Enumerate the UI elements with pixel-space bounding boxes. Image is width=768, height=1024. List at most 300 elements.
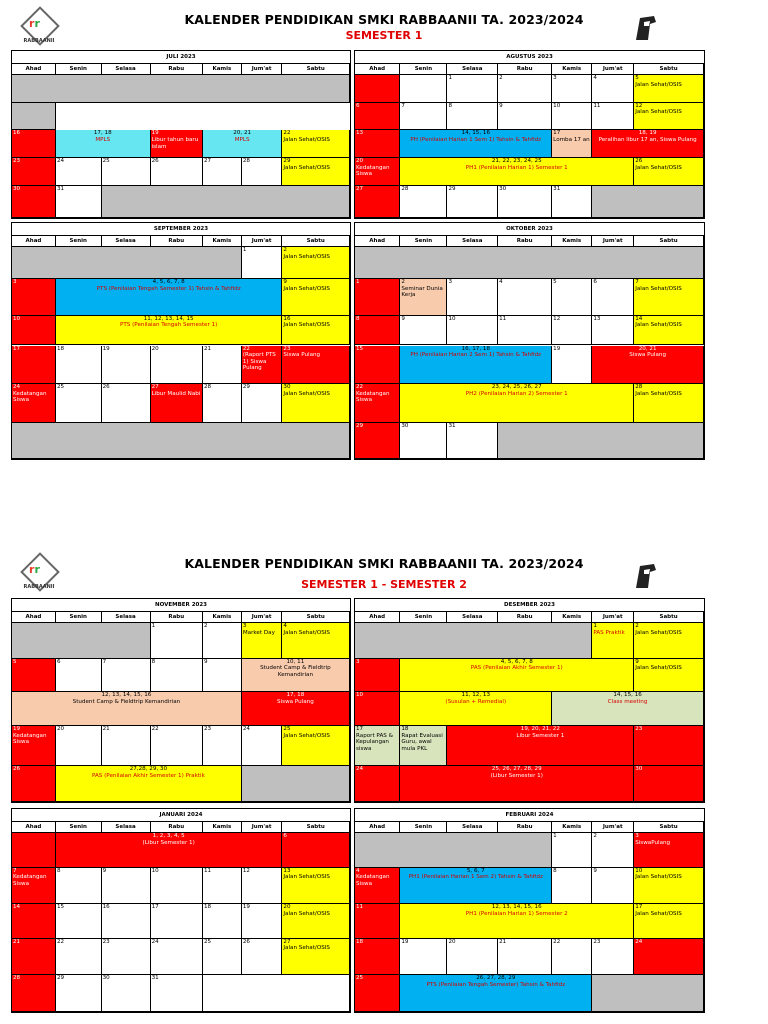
day-cell xyxy=(355,423,400,459)
event-label: Rapat Evaluasi Guru, awal mula PKL xyxy=(401,732,443,752)
day-cell xyxy=(12,659,56,693)
day-header: Selasa xyxy=(447,611,498,623)
day-number: 21 xyxy=(499,938,507,945)
day-cell xyxy=(151,904,203,939)
day-header: Senin xyxy=(400,821,447,833)
day-cell xyxy=(151,975,203,1012)
day-number: 13 xyxy=(283,867,291,874)
day-number: 29 xyxy=(356,422,364,429)
day-number: 15 xyxy=(56,904,65,911)
event-label: MPLS xyxy=(95,137,111,144)
day-header: Kamis xyxy=(203,63,242,75)
day-cell xyxy=(242,623,283,659)
day-number: 13 xyxy=(356,130,364,137)
day-number: 6 xyxy=(283,833,287,839)
day-cell xyxy=(12,692,242,726)
event-label: Siswa Pulang xyxy=(629,352,666,359)
day-header: Rabu xyxy=(151,63,203,75)
day-number: 19 xyxy=(242,904,250,911)
day-cell xyxy=(56,316,282,346)
event-label: (Libur Semester 1) xyxy=(490,772,543,779)
day-number: 22 xyxy=(283,130,291,137)
event-label: PH1 (Penilaian Harian 1) Semester 1 xyxy=(465,164,568,171)
day-number: 12 xyxy=(242,867,250,874)
day-number: 5 xyxy=(553,279,557,286)
day-cell xyxy=(592,279,634,315)
day-number: 17 xyxy=(635,904,643,911)
day-number: 9 xyxy=(203,658,208,665)
day-number: 4, 5, 6, 7, 8 xyxy=(152,279,185,286)
empty-cell xyxy=(355,75,400,103)
day-cell xyxy=(282,279,350,315)
emblem-icon xyxy=(630,14,660,44)
day-cell xyxy=(56,904,102,939)
day-cell xyxy=(552,692,704,726)
day-cell xyxy=(552,868,592,905)
event-label: (Libur Semester 1) xyxy=(142,839,195,846)
day-cell xyxy=(447,939,498,976)
day-header: Sabtu xyxy=(634,235,704,247)
day-number: 18, 19 xyxy=(638,130,657,137)
day-number: 1 xyxy=(448,75,453,81)
day-number: 1 xyxy=(553,833,557,839)
empty-cell xyxy=(102,186,350,218)
day-number: 10 xyxy=(13,315,21,322)
event-label: MPLS xyxy=(234,137,250,144)
day-header: Jum'at xyxy=(242,63,283,75)
day-number: 18 xyxy=(203,904,212,911)
event-label: PH (Penilaian Harian 1 Sem 1) Tahsin & Tahfidz xyxy=(410,137,542,144)
day-number: 11 xyxy=(356,904,364,911)
day-cell xyxy=(498,316,552,346)
day-number: 31 xyxy=(151,975,159,982)
day-cell xyxy=(151,939,203,976)
day-header: Selasa xyxy=(447,821,498,833)
day-cell xyxy=(282,346,350,385)
day-cell xyxy=(56,833,282,868)
day-cell xyxy=(102,659,151,693)
day-cell xyxy=(400,103,447,131)
day-number: 17, 18 xyxy=(93,130,112,137)
day-cell xyxy=(400,186,447,218)
day-header: Kamis xyxy=(552,611,592,623)
event-label: PH1 (Penilaian Harian 1 Sem 2) Tahsin & Tahfidz xyxy=(408,874,543,881)
event-label: Jalan Sehat/OSIS xyxy=(635,81,682,88)
day-number: 27,28, 29, 30 xyxy=(129,766,168,773)
day-number: 11 xyxy=(203,867,212,874)
day-header: Ahad xyxy=(355,235,400,247)
day-header: Senin xyxy=(56,235,102,247)
day-cell xyxy=(242,247,283,279)
day-cell xyxy=(203,904,242,939)
day-number: 22 xyxy=(356,384,364,391)
day-cell xyxy=(282,833,350,868)
day-cell xyxy=(242,346,283,385)
day-number: 16 xyxy=(102,904,110,911)
day-cell xyxy=(447,103,498,131)
day-cell xyxy=(552,346,592,385)
day-cell xyxy=(203,130,282,158)
day-cell xyxy=(242,158,283,186)
day-number: 2 xyxy=(593,833,597,839)
day-cell xyxy=(634,904,704,939)
day-cell xyxy=(355,346,400,385)
day-cell xyxy=(355,158,400,186)
day-number: 29 xyxy=(56,975,65,982)
event-label: Student Camp & Fieldtrip Kemandirian xyxy=(72,699,181,706)
empty-cell xyxy=(355,833,552,868)
day-number: 25 xyxy=(283,726,291,733)
day-header: Senin xyxy=(56,63,102,75)
event-label: Kedatangan Siswa xyxy=(356,164,390,178)
day-cell xyxy=(552,130,592,158)
month-title: JANUARI 2024 xyxy=(12,809,350,822)
day-cell xyxy=(355,726,400,766)
day-number: 19 xyxy=(13,726,21,733)
day-number: 24 xyxy=(56,158,65,165)
school-logo: rr RABBAANII xyxy=(12,556,66,592)
day-header: Rabu xyxy=(498,63,552,75)
day-cell xyxy=(12,939,56,976)
month-calendar xyxy=(11,598,351,803)
day-number: 10 xyxy=(151,867,159,874)
day-cell xyxy=(592,833,634,868)
day-number: 28 xyxy=(13,975,21,982)
day-cell xyxy=(12,158,56,186)
day-header: Selasa xyxy=(447,63,498,75)
day-cell xyxy=(242,692,350,726)
day-number: 6 xyxy=(56,658,61,665)
day-cell xyxy=(400,384,634,423)
day-number: 5, 6, 7 xyxy=(466,867,485,874)
day-number: 24 xyxy=(151,938,159,945)
day-cell xyxy=(203,726,242,766)
day-number: 23, 24, 25, 26, 27 xyxy=(491,384,542,391)
day-header: Senin xyxy=(56,611,102,623)
event-label: Jalan Sehat/OSIS xyxy=(635,665,682,672)
event-label: Siswa Pulang xyxy=(283,352,321,359)
day-cell xyxy=(634,868,704,905)
day-header: Sabtu xyxy=(634,821,704,833)
day-number: 4 xyxy=(499,279,503,286)
day-number: 31 xyxy=(553,185,561,192)
day-number: 17 xyxy=(151,904,159,911)
day-number: 1 xyxy=(242,247,247,253)
day-number: 26 xyxy=(242,938,250,945)
day-cell xyxy=(151,158,203,186)
day-cell xyxy=(282,623,350,659)
day-number: 30 xyxy=(283,384,291,391)
day-cell xyxy=(634,316,704,346)
day-number: 12 xyxy=(635,102,643,109)
day-number: 16 xyxy=(13,130,21,137)
day-cell xyxy=(151,726,203,766)
day-number: 14 xyxy=(635,315,643,322)
day-number: 1 xyxy=(356,279,360,286)
day-cell xyxy=(102,975,151,1012)
day-number: 8 xyxy=(356,315,360,322)
empty-cell xyxy=(12,623,151,659)
day-header: Rabu xyxy=(151,821,203,833)
day-number: 30 xyxy=(13,185,21,192)
day-number: 11, 12, 13, 14, 15 xyxy=(143,315,194,322)
day-number: 17 xyxy=(356,726,364,733)
day-cell xyxy=(634,384,704,423)
day-header: Kamis xyxy=(203,235,242,247)
day-cell xyxy=(282,868,350,905)
day-header: Selasa xyxy=(447,235,498,247)
day-header: Ahad xyxy=(355,821,400,833)
day-number: 29 xyxy=(448,185,456,192)
day-number: 24 xyxy=(635,938,643,945)
day-number: 30 xyxy=(401,422,409,429)
day-cell xyxy=(203,868,242,905)
event-label: Jalan Sehat/OSIS xyxy=(635,109,682,116)
school-logo: rr RABBAANII xyxy=(12,10,66,46)
day-number: 25 xyxy=(56,384,65,391)
day-number: 19 xyxy=(151,130,159,137)
day-header: Selasa xyxy=(102,63,151,75)
day-cell xyxy=(634,833,704,868)
day-number: 26, 27, 28, 29 xyxy=(476,975,516,982)
day-cell xyxy=(203,939,242,976)
event-label: Peralihan libur 17 an, Siswa Pulang xyxy=(598,137,697,144)
month-title: JULI 2023 xyxy=(12,51,350,64)
day-header: Kamis xyxy=(552,235,592,247)
day-cell xyxy=(552,103,592,131)
day-number: 19 xyxy=(102,345,110,352)
day-cell xyxy=(203,659,242,693)
day-cell xyxy=(12,904,56,939)
event-label: Libur tahun baru islam xyxy=(151,137,199,150)
day-number: 9 xyxy=(635,658,639,665)
day-number: 27 xyxy=(356,185,364,192)
day-header: Selasa xyxy=(102,235,151,247)
day-number: 17 xyxy=(553,130,561,137)
day-number: 22 xyxy=(56,938,65,945)
event-label: Jalan Sehat/OSIS xyxy=(283,910,330,917)
month-title: OKTOBER 2023 xyxy=(355,223,704,236)
day-number: 21, 22, 23, 24, 25 xyxy=(491,158,542,165)
day-header: Sabtu xyxy=(282,235,350,247)
day-header: Jum'at xyxy=(592,611,634,623)
day-number: 21 xyxy=(13,938,21,945)
day-header: Kamis xyxy=(552,63,592,75)
day-header: Senin xyxy=(400,235,447,247)
day-cell xyxy=(592,75,634,103)
month-calendar xyxy=(354,222,705,460)
day-cell xyxy=(102,868,151,905)
empty-cell xyxy=(12,103,56,131)
day-number: 9 xyxy=(102,867,107,874)
day-number: 16 xyxy=(283,315,291,322)
event-label: Jalan Sehat/OSIS xyxy=(283,253,330,260)
day-number: 20, 21 xyxy=(638,345,657,352)
day-number: 2 xyxy=(499,75,503,81)
day-number: 21 xyxy=(203,345,212,352)
day-cell xyxy=(592,623,634,659)
day-number: 23 xyxy=(593,938,601,945)
event-label: PAS (Penilaian Akhir Semester 1) Praktik xyxy=(91,772,205,779)
day-cell xyxy=(102,939,151,976)
day-cell xyxy=(400,939,447,976)
day-number: 20 xyxy=(151,345,159,352)
day-cell xyxy=(634,103,704,131)
day-number: 23 xyxy=(102,938,110,945)
event-label: PH (Penilaian Harian 2 Sem 1) Tahsin & Tahfidz xyxy=(410,352,542,359)
day-number: 9 xyxy=(499,102,503,109)
day-number: 20 xyxy=(356,158,364,165)
day-number: 11, 12, 13 xyxy=(461,692,490,699)
empty-cell xyxy=(592,186,704,218)
day-cell xyxy=(56,975,102,1012)
event-label: SiswaPulang xyxy=(635,839,671,846)
day-number: 3 xyxy=(13,279,17,286)
day-number: 12 xyxy=(553,315,561,322)
day-cell xyxy=(242,939,283,976)
day-cell xyxy=(634,623,704,659)
event-label: Class meeting xyxy=(607,699,648,706)
day-cell xyxy=(498,279,552,315)
event-label: Jalan Sehat/OSIS xyxy=(283,874,330,881)
day-number: 16, 17, 18 xyxy=(461,345,490,352)
day-number: 30 xyxy=(102,975,110,982)
day-number: 12, 13, 14, 15, 16 xyxy=(101,692,152,699)
day-cell xyxy=(12,346,56,385)
day-cell xyxy=(355,384,400,423)
day-cell xyxy=(634,279,704,315)
day-number: 8 xyxy=(151,658,156,665)
day-header: Rabu xyxy=(498,235,552,247)
day-header: Ahad xyxy=(355,63,400,75)
day-number: 22 xyxy=(553,938,561,945)
day-number: 18 xyxy=(401,726,409,733)
day-number: 7 xyxy=(635,279,639,286)
event-label: Seminar Dunia Kerja xyxy=(401,285,443,299)
day-header: Jum'at xyxy=(592,821,634,833)
day-number: 7 xyxy=(401,102,405,109)
day-cell xyxy=(203,384,242,423)
day-cell xyxy=(552,186,592,218)
day-cell xyxy=(12,868,56,905)
day-cell xyxy=(355,692,400,726)
day-cell xyxy=(102,726,151,766)
day-header: Kamis xyxy=(203,611,242,623)
day-header: Sabtu xyxy=(634,63,704,75)
day-number: 26 xyxy=(151,158,159,165)
day-cell xyxy=(151,868,203,905)
day-number: 17 xyxy=(13,345,21,352)
day-cell xyxy=(498,186,552,218)
event-label: Kedatangan Siswa xyxy=(356,390,390,404)
day-cell xyxy=(400,659,634,693)
day-cell xyxy=(242,384,283,423)
logo-text: RABBAANII xyxy=(23,38,55,44)
day-number: 1 xyxy=(151,623,156,629)
day-cell xyxy=(56,346,102,385)
day-cell xyxy=(355,939,400,976)
day-cell xyxy=(447,279,498,315)
day-header: Ahad xyxy=(12,235,56,247)
day-cell xyxy=(355,186,400,218)
day-cell xyxy=(355,103,400,131)
day-cell xyxy=(447,316,498,346)
day-number: 20 xyxy=(283,904,291,911)
day-number: 7 xyxy=(13,867,17,874)
day-number: 15 xyxy=(356,345,364,352)
day-cell xyxy=(56,939,102,976)
day-cell xyxy=(592,103,634,131)
day-cell xyxy=(592,346,704,385)
day-number: 8 xyxy=(553,867,557,874)
day-header: Ahad xyxy=(12,63,56,75)
day-number: 4 xyxy=(356,867,360,874)
day-cell xyxy=(447,726,634,766)
event-label: Jalan Sehat/OSIS xyxy=(283,390,330,397)
day-number: 4 xyxy=(283,623,287,629)
month-calendar xyxy=(354,50,705,219)
day-header: Selasa xyxy=(102,821,151,833)
event-label: (Susulan + Remedial) xyxy=(445,699,507,706)
day-header: Kamis xyxy=(203,821,242,833)
day-header: Rabu xyxy=(151,235,203,247)
day-number: 14, 15, 16 xyxy=(613,692,642,699)
day-number: 30 xyxy=(499,185,507,192)
event-label: (Raport PTS 1) Siswa Pulang xyxy=(242,352,276,372)
day-cell xyxy=(447,186,498,218)
day-number: 24 xyxy=(356,766,364,773)
day-cell xyxy=(634,75,704,103)
day-header: Ahad xyxy=(355,611,400,623)
day-number: 14 xyxy=(13,904,21,911)
empty-cell xyxy=(355,623,592,659)
day-cell xyxy=(355,904,400,939)
event-label: Kedatangan Siswa xyxy=(13,874,47,887)
day-number: 6 xyxy=(593,279,597,286)
day-cell xyxy=(355,868,400,905)
day-cell xyxy=(151,659,203,693)
day-number: 26 xyxy=(635,158,643,165)
day-cell xyxy=(498,939,552,976)
day-number: 29 xyxy=(283,158,291,165)
day-header: Sabtu xyxy=(282,611,350,623)
day-header: Kamis xyxy=(552,821,592,833)
day-number: 24 xyxy=(242,726,250,733)
day-cell xyxy=(56,158,102,186)
day-cell xyxy=(355,279,400,315)
empty-cell xyxy=(592,975,704,1012)
day-number: 11 xyxy=(499,315,507,322)
day-cell xyxy=(552,939,592,976)
day-header: Senin xyxy=(400,63,447,75)
day-cell xyxy=(12,384,56,423)
day-number: 7 xyxy=(102,658,107,665)
day-cell xyxy=(12,130,56,158)
day-header: Jum'at xyxy=(592,63,634,75)
day-cell xyxy=(400,868,552,905)
day-number: 2 xyxy=(203,623,208,629)
event-label: Jalan Sehat/OSIS xyxy=(283,945,330,952)
day-number: 4 xyxy=(593,75,597,81)
day-cell xyxy=(634,939,704,976)
day-cell xyxy=(400,904,634,939)
day-number: 29 xyxy=(242,384,250,391)
day-cell xyxy=(282,726,350,766)
empty-cell xyxy=(203,975,350,1012)
day-cell xyxy=(12,766,56,802)
day-cell xyxy=(151,384,203,423)
page-subtitle: SEMESTER 1 - SEMESTER 2 xyxy=(301,578,467,591)
